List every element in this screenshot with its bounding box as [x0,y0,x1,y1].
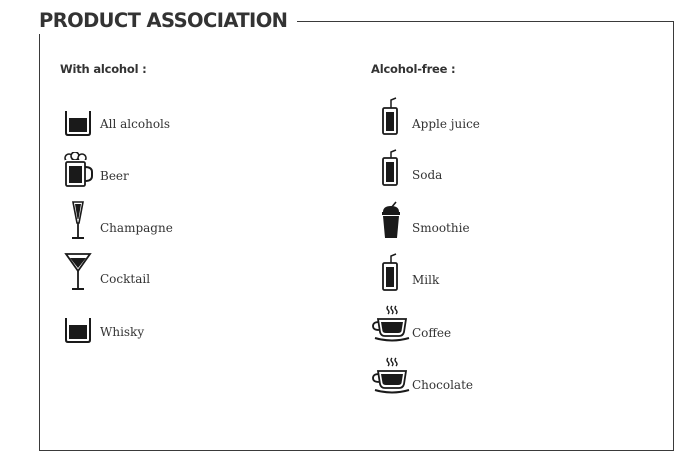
hot-cup-icon [372,357,410,397]
item-label: Smoothie [412,221,470,235]
item-label: Chocolate [412,378,473,392]
whisky-glass-icon [60,311,98,351]
glass-with-straw-icon [372,253,410,293]
item-label: Milk [412,273,440,287]
list-item-chocolate [372,357,572,397]
cocktail-glass-icon [60,252,98,292]
smoothie-cup-icon [372,201,410,241]
hot-cup-icon [372,305,410,345]
glass-with-straw-icon [372,149,410,189]
item-label: Cocktail [100,272,151,286]
with-alcohol-heading: With alcohol : [60,62,147,76]
section-title: PRODUCT ASSOCIATION [31,8,297,34]
item-label: All alcohols [100,117,171,131]
list-item-beer [60,152,260,192]
list-item-apple-juice [372,97,572,137]
list-item-soda [372,149,572,189]
list-item-coffee [372,305,572,345]
item-label: Coffee [412,326,452,340]
list-item-all-alcohols [60,103,260,143]
glass-with-straw-icon [372,97,410,137]
whisky-glass-icon [60,103,98,143]
list-item-milk [372,253,572,293]
list-item-whisky [60,311,260,351]
item-label: Soda [412,168,443,182]
champagne-flute-icon [60,201,98,241]
list-item-smoothie [372,201,572,241]
beer-mug-icon [60,152,98,192]
item-label: Whisky [100,325,145,339]
alcohol-free-heading: Alcohol-free : [371,62,456,76]
item-label: Champagne [100,221,173,235]
item-label: Beer [100,169,129,183]
item-label: Apple juice [412,117,480,131]
list-item-champagne [60,201,260,241]
list-item-cocktail [60,252,260,292]
